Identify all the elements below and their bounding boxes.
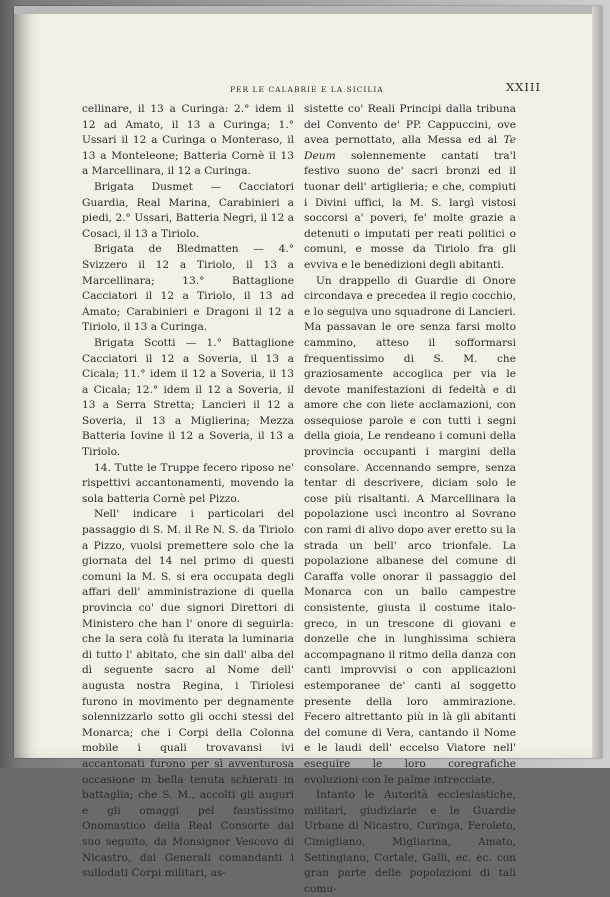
page-right-edge — [592, 6, 602, 758]
paragraph: cellinare, il 13 a Curinga: 2.° idem il 12 ad Amato, il 13 a Curinga; 1.° Ussari il 12 a Curinga o Monteraso, il 13 a Monteleone; Batteria Cornè il 13 a Marcellinara, il 12 a Curinga. — [82, 103, 294, 178]
paragraph: Nell' indicare i particolari del passaggio di S. M. il Re N. S. da Tiriolo a Pizzo, vuolsi premettere solo che la giornata del 14 nel primo di questi comuni la M. S. si era occupata degli affari dell' amministrazione di quella provincia co' due signori Direttori di Ministero che han l' onore di seguirla: che la sera colà fu iterata la luminaria di tutto l' abitato, che sin dall' alba del dì seguente sacro al Nome dell' augusta nostra Regina, i Tiriolesi furono in movimento per degnamente solennizzarlo sotto gli occhi stessi del Monarca; che i Corpi della Colonna mobile i quali trovavansi ivi accantonati furono per sì avventurosa occasione in bella tenuta schierati in battaglia; che S. M., accolti gli auguri e gli omaggi pel faustissimo Onomastico della Real Consorte dal suo seguito, da Monsignor Vescovo di Nicastro, dai Generali comandanti i sullodati Corpi militari, as- — [82, 508, 294, 880]
paragraph — [304, 788, 516, 897]
paragraph — [304, 274, 516, 789]
page-number: XXIII — [506, 80, 542, 94]
running-head: PER LE CALABRIE E LA SICILIA — [230, 85, 384, 94]
text-run: Un drappello di Guardie di Onore circondava e precedea il regio cocchio, e lo seguiva uno squadrone di Lancieri. Ma passavan le ore senza farsi molto cammino, atteso il sofformarsi frequentissimo di S. M. che graziosamente accoglica per via le devote manifestazioni di fedeltà e di amore che con liete acclamazioni, con ossequiose parole e con tutti i segni della gioia, Le rendeano i comuni della provincia occupanti i margini della consolare. Accennando sempre, senza tentar di descrivere, diciam solo le cose più risaltanti. A Marcellinara la popolazione uscì incontro al Sovrano con rami di alivo dopo aver eretto su la strada un bell' arco trionfale. La popolazione albanese del comune di Caraffa volle onorar il passaggio del Monarca con un ballo campestre consistente, giusta il costume italo-greco, in un trescone di giovani e donzelle che in lunghissima schiera accompagnano il ritmo della danza con canti improvvisi o con applicazioni estemporanee de' canti al soggetto presente della loro ammirazione. Fecero altrettanto più in là gli abitanti del comune di Vera, cantando il Nome e le laudi dell' eccelso Viatore nell' eseguire le loro coregrafiche evoluzioni con le palme intrecciate. — [304, 274, 516, 786]
page-top-edge — [14, 6, 602, 14]
paragraph: Brigata Dusmet — Cacciatori Guardia, Real Marina, Carabinieri a piedi, 2.° Ussari, Batteria Negri, il 12 a Cosaci, il 13 a Tiriolo. — [82, 180, 294, 240]
italic-phrase: Te Deum — [304, 134, 516, 162]
text-run: solennemente cantati tra'l festivo suono de' sacri bronzi ed il tuonar dell' artiglieria; e che, compiuti i Divini uffici, la M. S. largì vistosi soccorsi a' poveri, fe' molte grazie a detenuti o imputati per reati politici o comuni, e mosse da Tiriolo fra gli evviva e le benedizioni degli abitanti. — [304, 149, 516, 271]
text-run: Intanto le Autorità ecclesiastiche, militari, giudiziarie e le Guardie Urbane di Nicastro, Curinga, Feroleto, Cimigliano, Migliarina, Amato, Settingiano, Cortale, Galli, ec. ec. con gran parte delle popolazioni di tali comu- — [304, 789, 516, 895]
paragraph: 14. Tutte le Truppe fecero riposo ne' rispettivi accantonamenti, movendo la sola batteria Cornè pel Pizzo. — [82, 461, 294, 505]
paragraph: Brigata de Bledmatten — 4.° Svizzero il 12 a Tiriolo, il 13 a Marcellinara; 13.° Battaglione Cacciatori il 12 a Tiriolo, il 13 ad Amato; Carabinieri e Dragoni il 12 a Tiriolo, il 13 a Curinga. — [82, 243, 294, 334]
paragraph — [304, 102, 516, 274]
paragraph: Brigata Scotti — 1.° Battaglione Cacciatori il 12 a Soveria, il 13 a Cicala; 11.° idem il 12 a Soveria, il 13 a Cicala; 12.° idem il 12 a Soveria, il 13 a Serra Stretta; Lancieri il 12 a Soveria, il 13 a Miglierina; Mezza Batteria Iovine il 12 a Soveria, il 13 a Tiriolo. — [82, 336, 294, 459]
text-run: sistette co' Reali Principi dalla tribuna del Convento de' PP. Cappuccini, ove avea pernottato, alla Messa ed al — [304, 103, 516, 147]
left-column — [82, 102, 294, 882]
right-column — [304, 102, 516, 897]
book-page — [14, 6, 602, 895]
